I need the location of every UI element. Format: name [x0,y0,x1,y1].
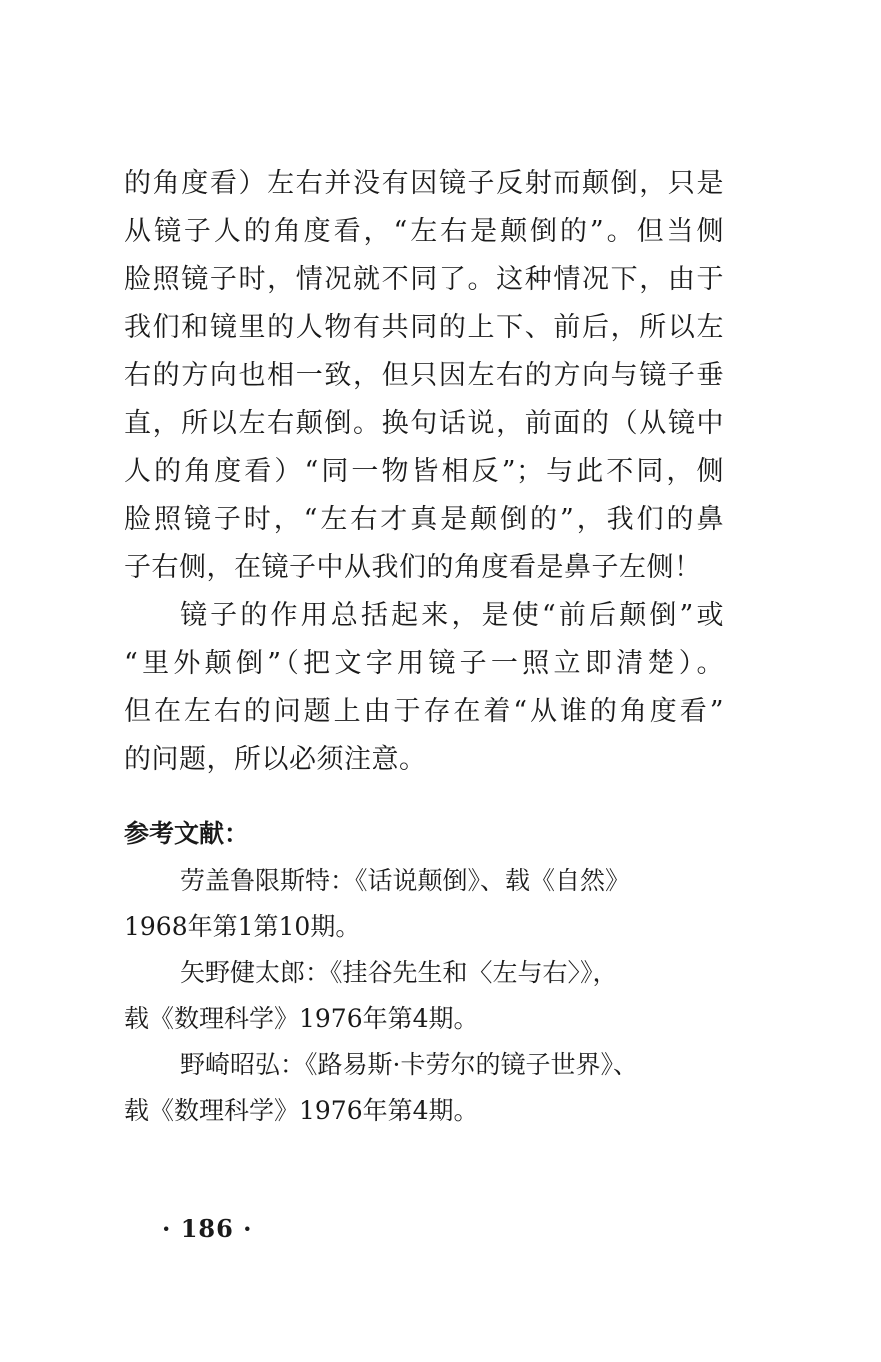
reference-entry-continuation: 1968年第1第10期。 [124,912,361,941]
text-line: 脸照镜子时，“左右才真是颠倒的”，我们的鼻 [124,504,724,535]
text-line: 子右侧，在镜子中从我们的角度看是鼻子左侧！ [124,552,702,583]
text-line: 脸照镜子时，情况就不同了。这种情况下，由于 [124,264,724,295]
text-line: 但在左右的问题上由于存在着“从谁的角度看” [124,696,724,727]
page-body [124,160,724,1134]
text-line: 从镜子人的角度看，“左右是颠倒的”。但当侧 [124,216,724,247]
text-line: 直，所以左右颠倒。换句话说，前面的（从镜中 [124,408,724,439]
text-line: 我们和镜里的人物有共同的上下、前后，所以左 [124,312,724,343]
references-heading: 参考文献： [124,819,250,848]
text-line: 的角度看）左右并没有因镜子反射而颠倒，只是 [124,168,724,199]
reference-entry-continuation: 载《数理科学》1976年第4期。 [124,1096,479,1125]
references-list [124,858,724,1134]
text-line: “里外颠倒”（把文字用镜子一照立即清楚）。 [124,648,724,679]
text-line: 的问题，所以必须注意。 [124,744,427,775]
paragraph-start-line: 镜子的作用总括起来，是使“前后颠倒”或 [180,600,724,631]
reference-entry-continuation: 载《数理科学》1976年第4期。 [124,1004,479,1033]
text-line: 人的角度看）“同一物皆相反”；与此不同，侧 [124,456,724,487]
reference-entry: 野崎昭弘：《路易斯·卡劳尔的镜子世界》、 [180,1050,638,1079]
text-line: 右的方向也相一致，但只因左右的方向与镜子垂 [124,360,724,391]
reference-entry: 劳盖鲁限斯特：《话说颠倒》、载《自然》 [180,866,631,895]
reference-entry: 矢野健太郎：《挂谷先生和〈左与右〉》， [180,958,618,987]
page-number: · 186 · [162,1214,253,1243]
